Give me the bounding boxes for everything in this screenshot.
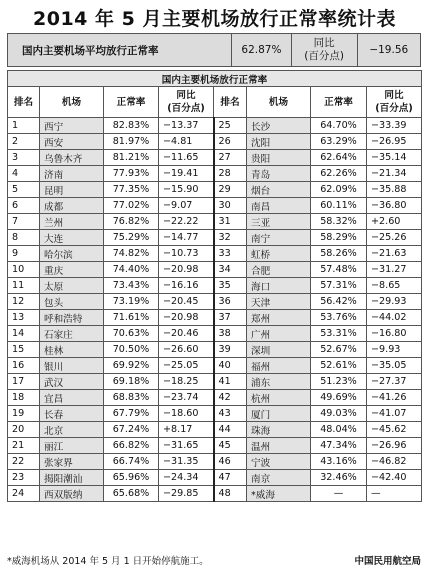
airport-cell-right: 烟台 [247, 182, 311, 198]
airport-cell-right: 海口 [247, 278, 311, 294]
table-row [8, 486, 422, 502]
average-rate-value: 62.87% [232, 34, 292, 67]
table-row [8, 438, 422, 454]
change-cell: −4.81 [159, 134, 214, 150]
change-cell: −24.34 [159, 470, 214, 486]
rate-cell-right: 51.23% [311, 374, 367, 390]
rate-cell: 67.24% [104, 422, 159, 438]
airport-cell-right: 南宁 [247, 230, 311, 246]
change-cell-right: −25.26 [367, 230, 422, 246]
rate-cell: 66.74% [104, 454, 159, 470]
rank-cell-right: 47 [214, 470, 247, 486]
airport-cell: 兰州 [40, 214, 104, 230]
rank-cell: 8 [8, 230, 40, 246]
header-rank-right: 排名 [214, 87, 247, 118]
rate-cell: 73.43% [104, 278, 159, 294]
table-row [8, 118, 422, 134]
airport-cell: 乌鲁木齐 [40, 150, 104, 166]
airport-cell: 丽江 [40, 438, 104, 454]
table-row [8, 310, 422, 326]
rate-cell-right: 48.04% [311, 422, 367, 438]
airport-cell: 太原 [40, 278, 104, 294]
airport-cell: 揭阳潮汕 [40, 470, 104, 486]
rank-cell: 6 [8, 198, 40, 214]
rank-cell: 12 [8, 294, 40, 310]
rank-cell: 16 [8, 358, 40, 374]
rank-cell-right: 46 [214, 454, 247, 470]
table-row [8, 470, 422, 486]
change-cell: −31.35 [159, 454, 214, 470]
change-cell: −20.45 [159, 294, 214, 310]
rate-cell-right: 58.32% [311, 214, 367, 230]
rank-cell: 9 [8, 246, 40, 262]
rate-cell: 76.82% [104, 214, 159, 230]
rate-cell: 68.83% [104, 390, 159, 406]
rank-cell-right: 48 [214, 486, 247, 502]
airport-cell: 银川 [40, 358, 104, 374]
rank-cell-right: 34 [214, 262, 247, 278]
rate-cell-right: 62.09% [311, 182, 367, 198]
table-row [8, 214, 422, 230]
table-row [8, 342, 422, 358]
table-row [8, 246, 422, 262]
rank-cell-right: 38 [214, 326, 247, 342]
table-row [8, 454, 422, 470]
airport-cell: 西双版纳 [40, 486, 104, 502]
rate-cell-right: 57.31% [311, 278, 367, 294]
rate-cell: 66.82% [104, 438, 159, 454]
table-row [8, 278, 422, 294]
header-airport-right: 机场 [247, 87, 311, 118]
rank-cell-right: 30 [214, 198, 247, 214]
airport-cell-right: *威海 [247, 486, 311, 502]
table-row [8, 406, 422, 422]
change-cell-right: −27.37 [367, 374, 422, 390]
header-change-right-line1: 同比 [384, 90, 404, 101]
rate-cell: 77.35% [104, 182, 159, 198]
change-cell-right: −42.40 [367, 470, 422, 486]
rate-cell-right: 53.31% [311, 326, 367, 342]
rank-cell-right: 27 [214, 150, 247, 166]
change-cell-right: −35.14 [367, 150, 422, 166]
airport-cell: 西安 [40, 134, 104, 150]
change-cell: −20.98 [159, 310, 214, 326]
change-cell: −22.22 [159, 214, 214, 230]
header-change-line1: 同比 [176, 90, 196, 101]
rate-cell: 74.40% [104, 262, 159, 278]
rate-cell-right: 62.64% [311, 150, 367, 166]
average-change-label [291, 34, 357, 67]
airport-cell-right: 沈阳 [247, 134, 311, 150]
rank-cell: 11 [8, 278, 40, 294]
table-row [8, 390, 422, 406]
rank-cell-right: 45 [214, 438, 247, 454]
airport-cell-right: 三亚 [247, 214, 311, 230]
change-cell: −19.41 [159, 166, 214, 182]
source-credit: 中国民用航空局 [354, 556, 421, 567]
change-cell: −15.90 [159, 182, 214, 198]
rate-cell: 69.18% [104, 374, 159, 390]
rank-cell-right: 25 [214, 118, 247, 134]
rank-cell-right: 28 [214, 166, 247, 182]
change-cell-right: −26.95 [367, 134, 422, 150]
rank-cell: 10 [8, 262, 40, 278]
rate-cell-right: 43.16% [311, 454, 367, 470]
rank-cell-right: 29 [214, 182, 247, 198]
table-row [8, 198, 422, 214]
airport-cell: 长春 [40, 406, 104, 422]
rate-cell-right: 63.29% [311, 134, 367, 150]
airport-cell-right: 贵阳 [247, 150, 311, 166]
change-cell: −25.05 [159, 358, 214, 374]
change-cell: −11.65 [159, 150, 214, 166]
airport-cell: 桂林 [40, 342, 104, 358]
change-cell-right: −9.93 [367, 342, 422, 358]
rate-cell-right: 56.42% [311, 294, 367, 310]
airport-cell-right: 珠海 [247, 422, 311, 438]
rate-cell-right: 49.69% [311, 390, 367, 406]
airport-cell: 宜昌 [40, 390, 104, 406]
header-airport: 机场 [40, 87, 104, 118]
rank-cell: 1 [8, 118, 40, 134]
average-change-value: −19.56 [357, 34, 420, 67]
rate-cell: 74.82% [104, 246, 159, 262]
rate-cell: 77.93% [104, 166, 159, 182]
rank-cell: 23 [8, 470, 40, 486]
rate-cell: 65.68% [104, 486, 159, 502]
change-cell-right: −8.65 [367, 278, 422, 294]
change-cell: −18.25 [159, 374, 214, 390]
airport-cell: 昆明 [40, 182, 104, 198]
table-row [8, 134, 422, 150]
change-cell-right: −36.80 [367, 198, 422, 214]
table-row [8, 358, 422, 374]
change-cell: −18.60 [159, 406, 214, 422]
airport-cell: 石家庄 [40, 326, 104, 342]
table-row [8, 326, 422, 342]
airport-cell: 西宁 [40, 118, 104, 134]
rank-cell-right: 40 [214, 358, 247, 374]
change-cell-right: −35.05 [367, 358, 422, 374]
rank-cell: 22 [8, 454, 40, 470]
airport-cell-right: 深圳 [247, 342, 311, 358]
rank-cell: 24 [8, 486, 40, 502]
rate-cell: 65.96% [104, 470, 159, 486]
change-cell-right: −41.07 [367, 406, 422, 422]
header-change-line2: (百分点) [167, 103, 205, 114]
page-title: 2014 年 5 月主要机场放行正常率统计表 [33, 8, 396, 30]
rate-cell: 69.92% [104, 358, 159, 374]
change-cell: −26.60 [159, 342, 214, 358]
rank-cell: 14 [8, 326, 40, 342]
rank-cell-right: 37 [214, 310, 247, 326]
airport-cell: 张家界 [40, 454, 104, 470]
average-change-label-line2: (百分点) [304, 50, 344, 62]
change-cell-right: −44.02 [367, 310, 422, 326]
rate-cell: 81.21% [104, 150, 159, 166]
rate-cell: 70.50% [104, 342, 159, 358]
header-change-right-line2: (百分点) [375, 103, 413, 114]
table-subtitle: 国内主要机场放行正常率 [8, 71, 422, 87]
header-change-right [367, 87, 422, 118]
airport-cell-right: 厦门 [247, 406, 311, 422]
table-row [8, 230, 422, 246]
rate-cell: 70.63% [104, 326, 159, 342]
table-row [8, 150, 422, 166]
change-cell: −10.73 [159, 246, 214, 262]
airport-cell: 哈尔滨 [40, 246, 104, 262]
airport-cell: 包头 [40, 294, 104, 310]
rank-cell: 13 [8, 310, 40, 326]
table-row [8, 166, 422, 182]
rank-cell: 4 [8, 166, 40, 182]
change-cell-right: −33.39 [367, 118, 422, 134]
rate-cell-right: 53.76% [311, 310, 367, 326]
table-body [8, 118, 422, 502]
rate-cell-right: — [311, 486, 367, 502]
change-cell-right: −29.93 [367, 294, 422, 310]
airport-cell-right: 福州 [247, 358, 311, 374]
change-cell-right: −31.27 [367, 262, 422, 278]
rank-cell-right: 41 [214, 374, 247, 390]
header-change [159, 87, 214, 118]
rank-cell-right: 39 [214, 342, 247, 358]
average-rate-summary [7, 33, 421, 67]
rank-cell: 17 [8, 374, 40, 390]
airport-cell-right: 长沙 [247, 118, 311, 134]
change-cell-right: −26.96 [367, 438, 422, 454]
rank-cell: 5 [8, 182, 40, 198]
airport-cell: 北京 [40, 422, 104, 438]
header-rate: 正常率 [104, 87, 159, 118]
airport-cell-right: 广州 [247, 326, 311, 342]
change-cell: −14.77 [159, 230, 214, 246]
change-cell-right: −21.63 [367, 246, 422, 262]
rank-cell-right: 26 [214, 134, 247, 150]
rate-cell-right: 49.03% [311, 406, 367, 422]
table-row [8, 422, 422, 438]
change-cell-right: −45.62 [367, 422, 422, 438]
change-cell: −29.85 [159, 486, 214, 502]
rate-cell: 75.29% [104, 230, 159, 246]
change-cell-right: −16.80 [367, 326, 422, 342]
rank-cell: 15 [8, 342, 40, 358]
rate-cell-right: 32.46% [311, 470, 367, 486]
rate-cell: 71.61% [104, 310, 159, 326]
rate-cell-right: 52.61% [311, 358, 367, 374]
airport-cell-right: 南昌 [247, 198, 311, 214]
rate-cell-right: 58.26% [311, 246, 367, 262]
change-cell: −20.98 [159, 262, 214, 278]
rate-cell: 77.02% [104, 198, 159, 214]
airport-cell-right: 青岛 [247, 166, 311, 182]
rate-cell-right: 64.70% [311, 118, 367, 134]
airport-cell: 重庆 [40, 262, 104, 278]
airport-cell-right: 合肥 [247, 262, 311, 278]
rate-cell: 81.97% [104, 134, 159, 150]
airport-cell-right: 南京 [247, 470, 311, 486]
change-cell-right: −35.88 [367, 182, 422, 198]
footnote: *威海机场从 2014 年 5 月 1 日开始停航施工。 [7, 556, 209, 567]
airport-cell-right: 虹桥 [247, 246, 311, 262]
change-cell: +8.17 [159, 422, 214, 438]
rank-cell-right: 32 [214, 230, 247, 246]
change-cell: −16.16 [159, 278, 214, 294]
average-change-label-line1: 同比 [313, 37, 335, 49]
rank-cell-right: 33 [214, 246, 247, 262]
table-row [8, 294, 422, 310]
rank-cell: 18 [8, 390, 40, 406]
average-rate-label: 国内主要机场平均放行正常率 [8, 34, 232, 67]
table-row [8, 262, 422, 278]
table-row [8, 374, 422, 390]
rate-cell: 82.83% [104, 118, 159, 134]
header-rank: 排名 [8, 87, 40, 118]
airport-cell: 呼和浩特 [40, 310, 104, 326]
change-cell: −31.65 [159, 438, 214, 454]
rank-cell-right: 35 [214, 278, 247, 294]
rank-cell-right: 36 [214, 294, 247, 310]
rate-cell-right: 60.11% [311, 198, 367, 214]
rank-cell-right: 43 [214, 406, 247, 422]
rate-cell-right: 58.29% [311, 230, 367, 246]
rate-cell: 67.79% [104, 406, 159, 422]
airport-cell-right: 温州 [247, 438, 311, 454]
airport-cell-right: 天津 [247, 294, 311, 310]
airport-cell-right: 宁波 [247, 454, 311, 470]
rank-cell-right: 44 [214, 422, 247, 438]
rank-cell: 7 [8, 214, 40, 230]
airport-cell: 济南 [40, 166, 104, 182]
change-cell-right: −46.82 [367, 454, 422, 470]
airport-rate-table [7, 70, 422, 502]
rank-cell: 20 [8, 422, 40, 438]
rank-cell-right: 31 [214, 214, 247, 230]
rank-cell: 21 [8, 438, 40, 454]
rate-cell-right: 47.34% [311, 438, 367, 454]
rate-cell-right: 57.48% [311, 262, 367, 278]
change-cell: −13.37 [159, 118, 214, 134]
change-cell: −23.74 [159, 390, 214, 406]
rank-cell: 3 [8, 150, 40, 166]
airport-cell: 大连 [40, 230, 104, 246]
change-cell: −9.07 [159, 198, 214, 214]
rate-cell: 73.19% [104, 294, 159, 310]
rank-cell: 2 [8, 134, 40, 150]
rank-cell: 19 [8, 406, 40, 422]
airport-cell-right: 浦东 [247, 374, 311, 390]
change-cell-right: — [367, 486, 422, 502]
airport-cell: 成都 [40, 198, 104, 214]
change-cell-right: −21.34 [367, 166, 422, 182]
rank-cell-right: 42 [214, 390, 247, 406]
change-cell: −20.46 [159, 326, 214, 342]
table-header-row [8, 87, 422, 118]
rate-cell-right: 62.26% [311, 166, 367, 182]
change-cell-right: −41.26 [367, 390, 422, 406]
rate-cell-right: 52.67% [311, 342, 367, 358]
airport-cell-right: 杭州 [247, 390, 311, 406]
airport-cell-right: 郑州 [247, 310, 311, 326]
table-row [8, 182, 422, 198]
airport-cell: 武汉 [40, 374, 104, 390]
change-cell-right: +2.60 [367, 214, 422, 230]
header-rate-right: 正常率 [311, 87, 367, 118]
